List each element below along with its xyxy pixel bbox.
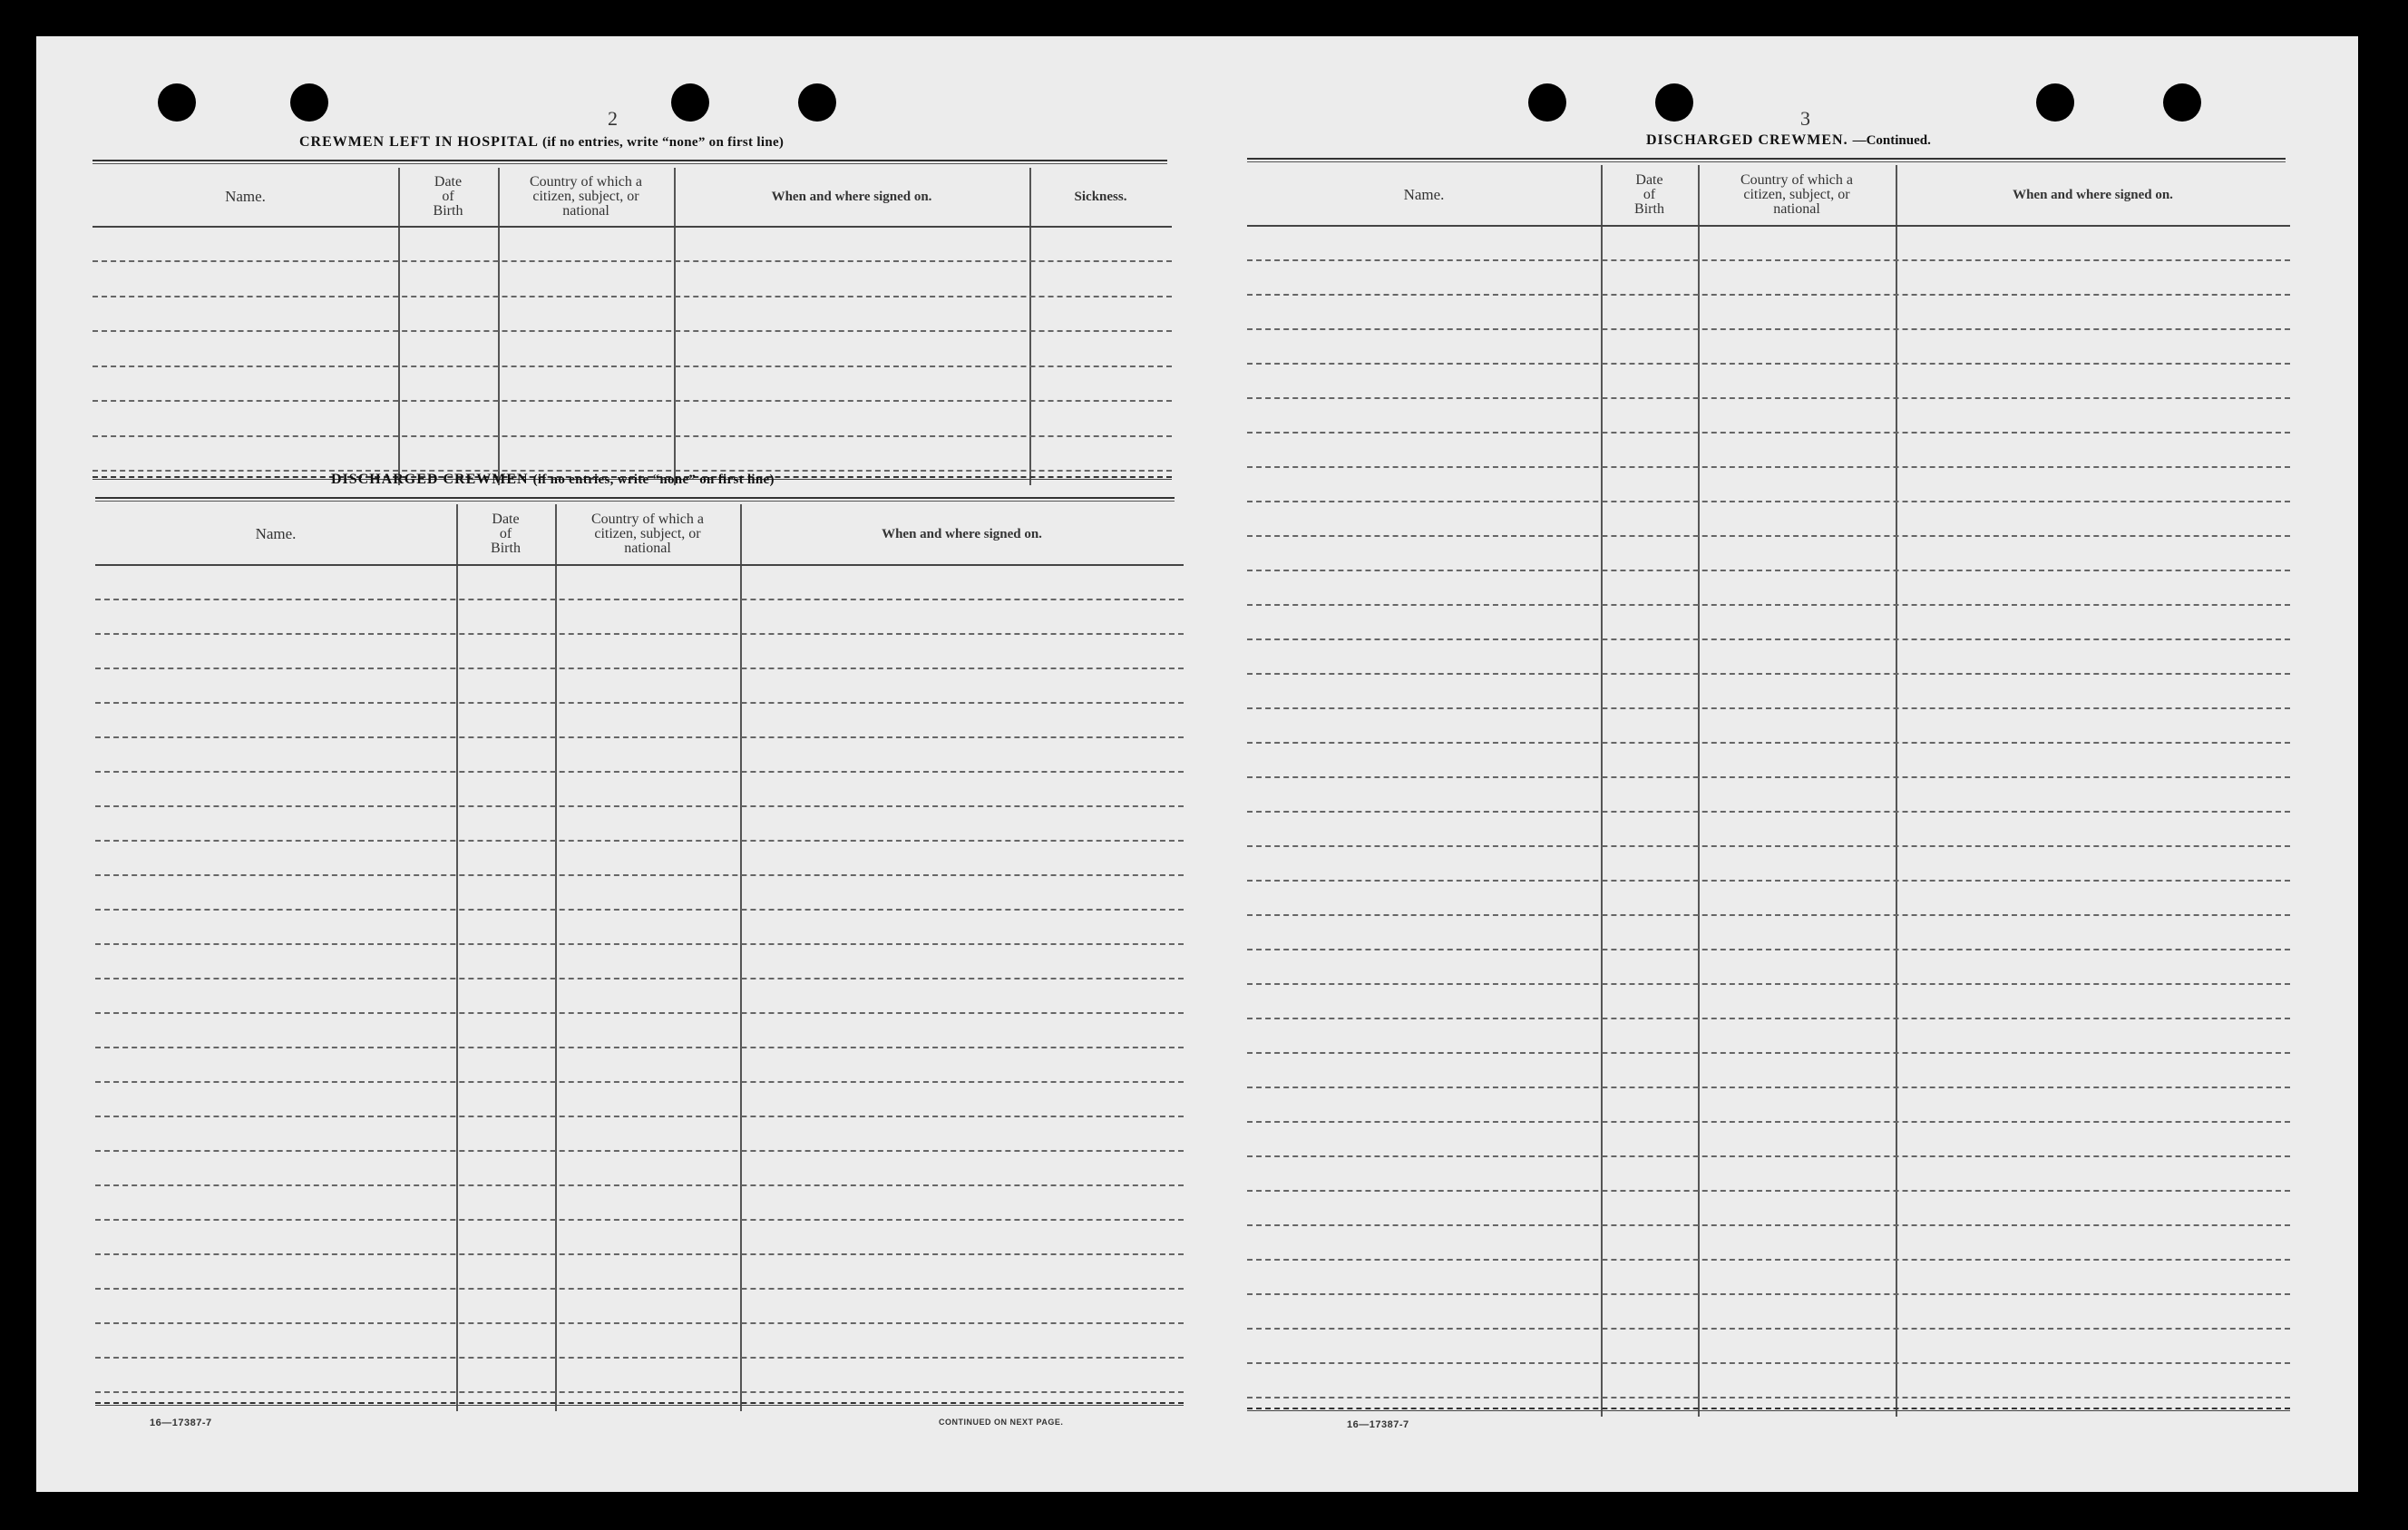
header-rule <box>95 564 1184 566</box>
entry-line <box>1247 776 2290 778</box>
entry-line <box>95 702 1184 704</box>
hospital-title-text: CREWMEN LEFT IN HOSPITAL <box>299 134 539 150</box>
column-divider <box>1698 165 1700 1417</box>
entry-line <box>95 978 1184 979</box>
entry-line <box>1247 1293 2290 1295</box>
entry-line <box>95 1391 1184 1393</box>
entry-line <box>1247 1155 2290 1157</box>
entry-line <box>1247 1328 2290 1330</box>
entry-line <box>1247 501 2290 502</box>
column-header-country: Country of which a citizen, subject, or national <box>530 174 642 219</box>
entry-line <box>95 1012 1184 1014</box>
column-header-name: Name. <box>255 525 297 542</box>
entry-line <box>1247 845 2290 847</box>
entry-line <box>95 1322 1184 1324</box>
header-rule <box>1247 225 2290 227</box>
discharged-continued-title-text: DISCHARGED CREWMEN. <box>1646 132 1848 148</box>
entry-line <box>95 943 1184 945</box>
column-header-sickness: Sickness. <box>1074 190 1127 204</box>
entry-line <box>93 400 1172 402</box>
entry-line <box>95 736 1184 738</box>
entry-line <box>95 1219 1184 1221</box>
entry-line <box>1247 570 2290 571</box>
entry-line <box>95 668 1184 669</box>
hospital-title-note: (if no entries, write “none” on first line) <box>542 135 785 150</box>
column-header-name: Name. <box>225 188 266 205</box>
entry-line <box>1247 259 2290 261</box>
entry-line <box>93 296 1172 297</box>
column-header-name: Name. <box>1403 186 1445 203</box>
entry-line <box>1247 1052 2290 1054</box>
entry-line <box>95 1150 1184 1152</box>
entry-line <box>93 365 1172 367</box>
column-header-signed-on: When and where signed on. <box>2013 188 2173 202</box>
discharged-continued-top-rule <box>1247 158 2286 162</box>
discharged-left-bottom-rule <box>95 1402 1184 1406</box>
entry-line <box>1247 1087 2290 1088</box>
entry-line <box>1247 880 2290 882</box>
hospital-table <box>93 168 1172 485</box>
column-header-date-of-birth: Date of Birth <box>1634 172 1664 217</box>
entry-line <box>95 909 1184 911</box>
entry-line <box>95 1184 1184 1186</box>
entry-line <box>1247 811 2290 813</box>
discharged-title-note: (if no entries, write “none” on first line) <box>532 473 775 487</box>
entry-line <box>1247 363 2290 365</box>
entry-line <box>1247 328 2290 330</box>
entry-line <box>93 330 1172 332</box>
column-divider <box>740 504 742 1411</box>
form-sheet <box>36 36 2358 1492</box>
entry-line <box>1247 397 2290 399</box>
entry-line <box>1247 1224 2290 1226</box>
discharged-section-title <box>331 472 775 488</box>
entry-line <box>1247 742 2290 744</box>
column-divider <box>1601 165 1603 1417</box>
discharged-continued-title <box>1646 132 1931 149</box>
discharged-top-rule <box>95 497 1175 502</box>
entry-line <box>1247 432 2290 434</box>
entry-line <box>1247 535 2290 537</box>
entry-line <box>1247 983 2290 985</box>
column-divider <box>1896 165 1897 1417</box>
entry-line <box>1247 1018 2290 1019</box>
entry-line <box>95 633 1184 635</box>
entry-line <box>1247 707 2290 709</box>
entry-line <box>95 1253 1184 1255</box>
form-number: 16—17387-7 <box>1347 1419 1409 1430</box>
discharged-title-text: DISCHARGED CREWMEN <box>331 472 529 487</box>
entry-line <box>1247 604 2290 606</box>
entry-line <box>95 771 1184 773</box>
header-rule <box>93 226 1172 228</box>
entry-line <box>95 599 1184 600</box>
entry-line <box>1247 1259 2290 1261</box>
entry-line <box>1247 294 2290 296</box>
continued-label: —Continued. <box>1852 133 1931 148</box>
entry-line <box>1247 1121 2290 1123</box>
continued-on-next-page: CONTINUED ON NEXT PAGE. <box>939 1418 1064 1427</box>
entry-line <box>1247 466 2290 468</box>
column-divider <box>456 504 458 1411</box>
column-header-date-of-birth: Date of Birth <box>491 512 521 556</box>
discharged-left-table <box>95 504 1184 1411</box>
hospital-section-title <box>299 134 784 151</box>
column-header-signed-on: When and where signed on. <box>771 190 932 204</box>
discharged-right-table <box>1247 165 2290 1417</box>
entry-line <box>1247 673 2290 675</box>
entry-line <box>95 840 1184 842</box>
entry-line <box>1247 914 2290 916</box>
entry-line <box>95 1047 1184 1048</box>
column-header-date-of-birth: Date of Birth <box>433 174 463 219</box>
discharged-right-bottom-rule <box>1247 1408 2290 1411</box>
left-page <box>36 36 1215 1492</box>
page-number: 3 <box>1800 107 1810 130</box>
right-page <box>1247 36 2358 1492</box>
entry-line <box>95 805 1184 807</box>
entry-line <box>1247 1397 2290 1398</box>
hospital-top-rule <box>93 160 1167 164</box>
entry-line <box>95 1081 1184 1083</box>
entry-line <box>95 1116 1184 1117</box>
entry-line <box>93 435 1172 437</box>
form-number: 16—17387-7 <box>150 1418 212 1428</box>
entry-line <box>95 874 1184 876</box>
entry-line <box>1247 1190 2290 1192</box>
column-divider <box>555 504 557 1411</box>
column-header-country: Country of which a citizen, subject, or national <box>591 512 704 556</box>
entry-line <box>1247 949 2290 950</box>
column-header-country: Country of which a citizen, subject, or national <box>1740 172 1853 217</box>
entry-line <box>95 1357 1184 1359</box>
column-header-signed-on: When and where signed on. <box>882 527 1042 541</box>
entry-line <box>93 260 1172 262</box>
page-number: 2 <box>608 107 618 130</box>
entry-line <box>95 1288 1184 1290</box>
entry-line <box>1247 638 2290 640</box>
entry-line <box>1247 1362 2290 1364</box>
